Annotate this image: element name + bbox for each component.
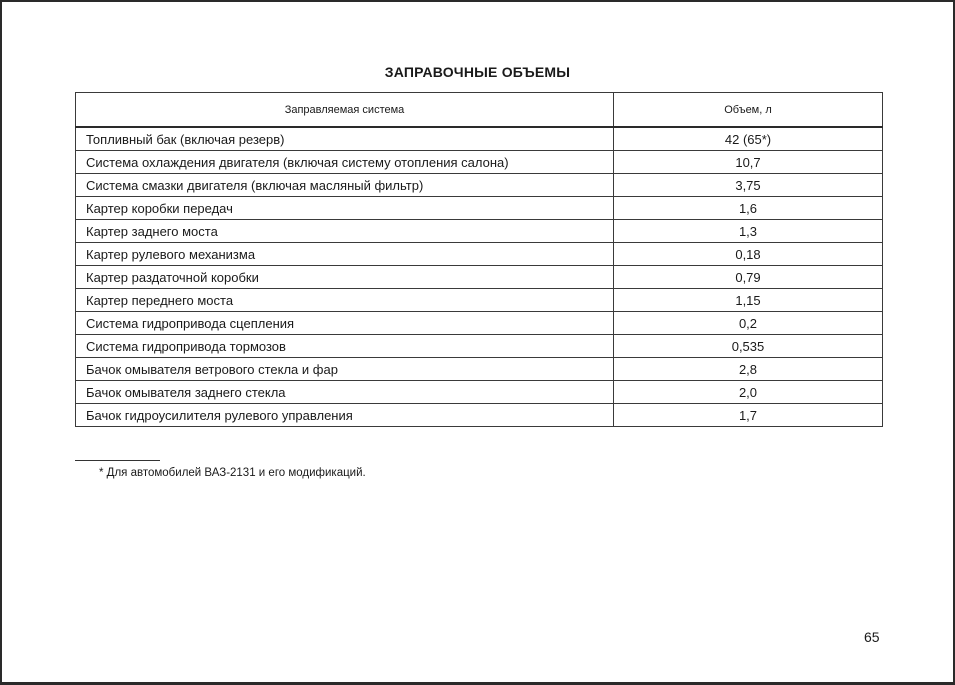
cell-system: Бачок омывателя заднего стекла	[76, 381, 614, 404]
table-row	[76, 358, 883, 381]
cell-system: Картер раздаточной коробки	[76, 266, 614, 289]
refill-volumes-table	[75, 92, 883, 427]
cell-system: Система охлаждения двигателя (включая систему отопления салона)	[76, 151, 614, 174]
table-row	[76, 151, 883, 174]
table-row	[76, 404, 883, 427]
cell-system: Картер рулевого механизма	[76, 243, 614, 266]
cell-system: Бачок гидроусилителя рулевого управления	[76, 404, 614, 427]
cell-system: Картер переднего моста	[76, 289, 614, 312]
cell-volume: 1,6	[614, 197, 883, 220]
page-title: ЗАПРАВОЧНЫЕ ОБЪЕМЫ	[384, 64, 571, 80]
table-row	[76, 197, 883, 220]
cell-system: Картер коробки передач	[76, 197, 614, 220]
cell-system: Система гидропривода тормозов	[76, 335, 614, 358]
cell-system: Картер заднего моста	[76, 220, 614, 243]
cell-volume: 42 (65*)	[614, 127, 883, 151]
cell-volume: 2,0	[614, 381, 883, 404]
footnote-divider	[75, 460, 160, 461]
cell-volume: 1,15	[614, 289, 883, 312]
header-system: Заправляемая система	[76, 93, 614, 128]
table-body	[76, 127, 883, 427]
table-row	[76, 127, 883, 151]
table-row	[76, 174, 883, 197]
cell-volume: 0,2	[614, 312, 883, 335]
footnote: * Для автомобилей ВАЗ-2131 и его модификаций.	[99, 467, 366, 479]
cell-system: Система смазки двигателя (включая масляный фильтр)	[76, 174, 614, 197]
cell-volume: 0,18	[614, 243, 883, 266]
cell-system: Бачок омывателя ветрового стекла и фар	[76, 358, 614, 381]
table-row	[76, 335, 883, 358]
cell-volume: 10,7	[614, 151, 883, 174]
cell-volume: 1,3	[614, 220, 883, 243]
table-row	[76, 266, 883, 289]
table-header-row	[76, 93, 883, 128]
cell-system: Система гидропривода сцепления	[76, 312, 614, 335]
cell-system: Топливный бак (включая резерв)	[76, 127, 614, 151]
cell-volume: 2,8	[614, 358, 883, 381]
cell-volume: 1,7	[614, 404, 883, 427]
page-number: 65	[864, 629, 880, 645]
table-row	[76, 289, 883, 312]
table-row	[76, 243, 883, 266]
cell-volume: 0,535	[614, 335, 883, 358]
cell-volume: 3,75	[614, 174, 883, 197]
table-row	[76, 220, 883, 243]
cell-volume: 0,79	[614, 266, 883, 289]
table-row	[76, 381, 883, 404]
header-volume: Объем, л	[614, 93, 883, 128]
table-row	[76, 312, 883, 335]
